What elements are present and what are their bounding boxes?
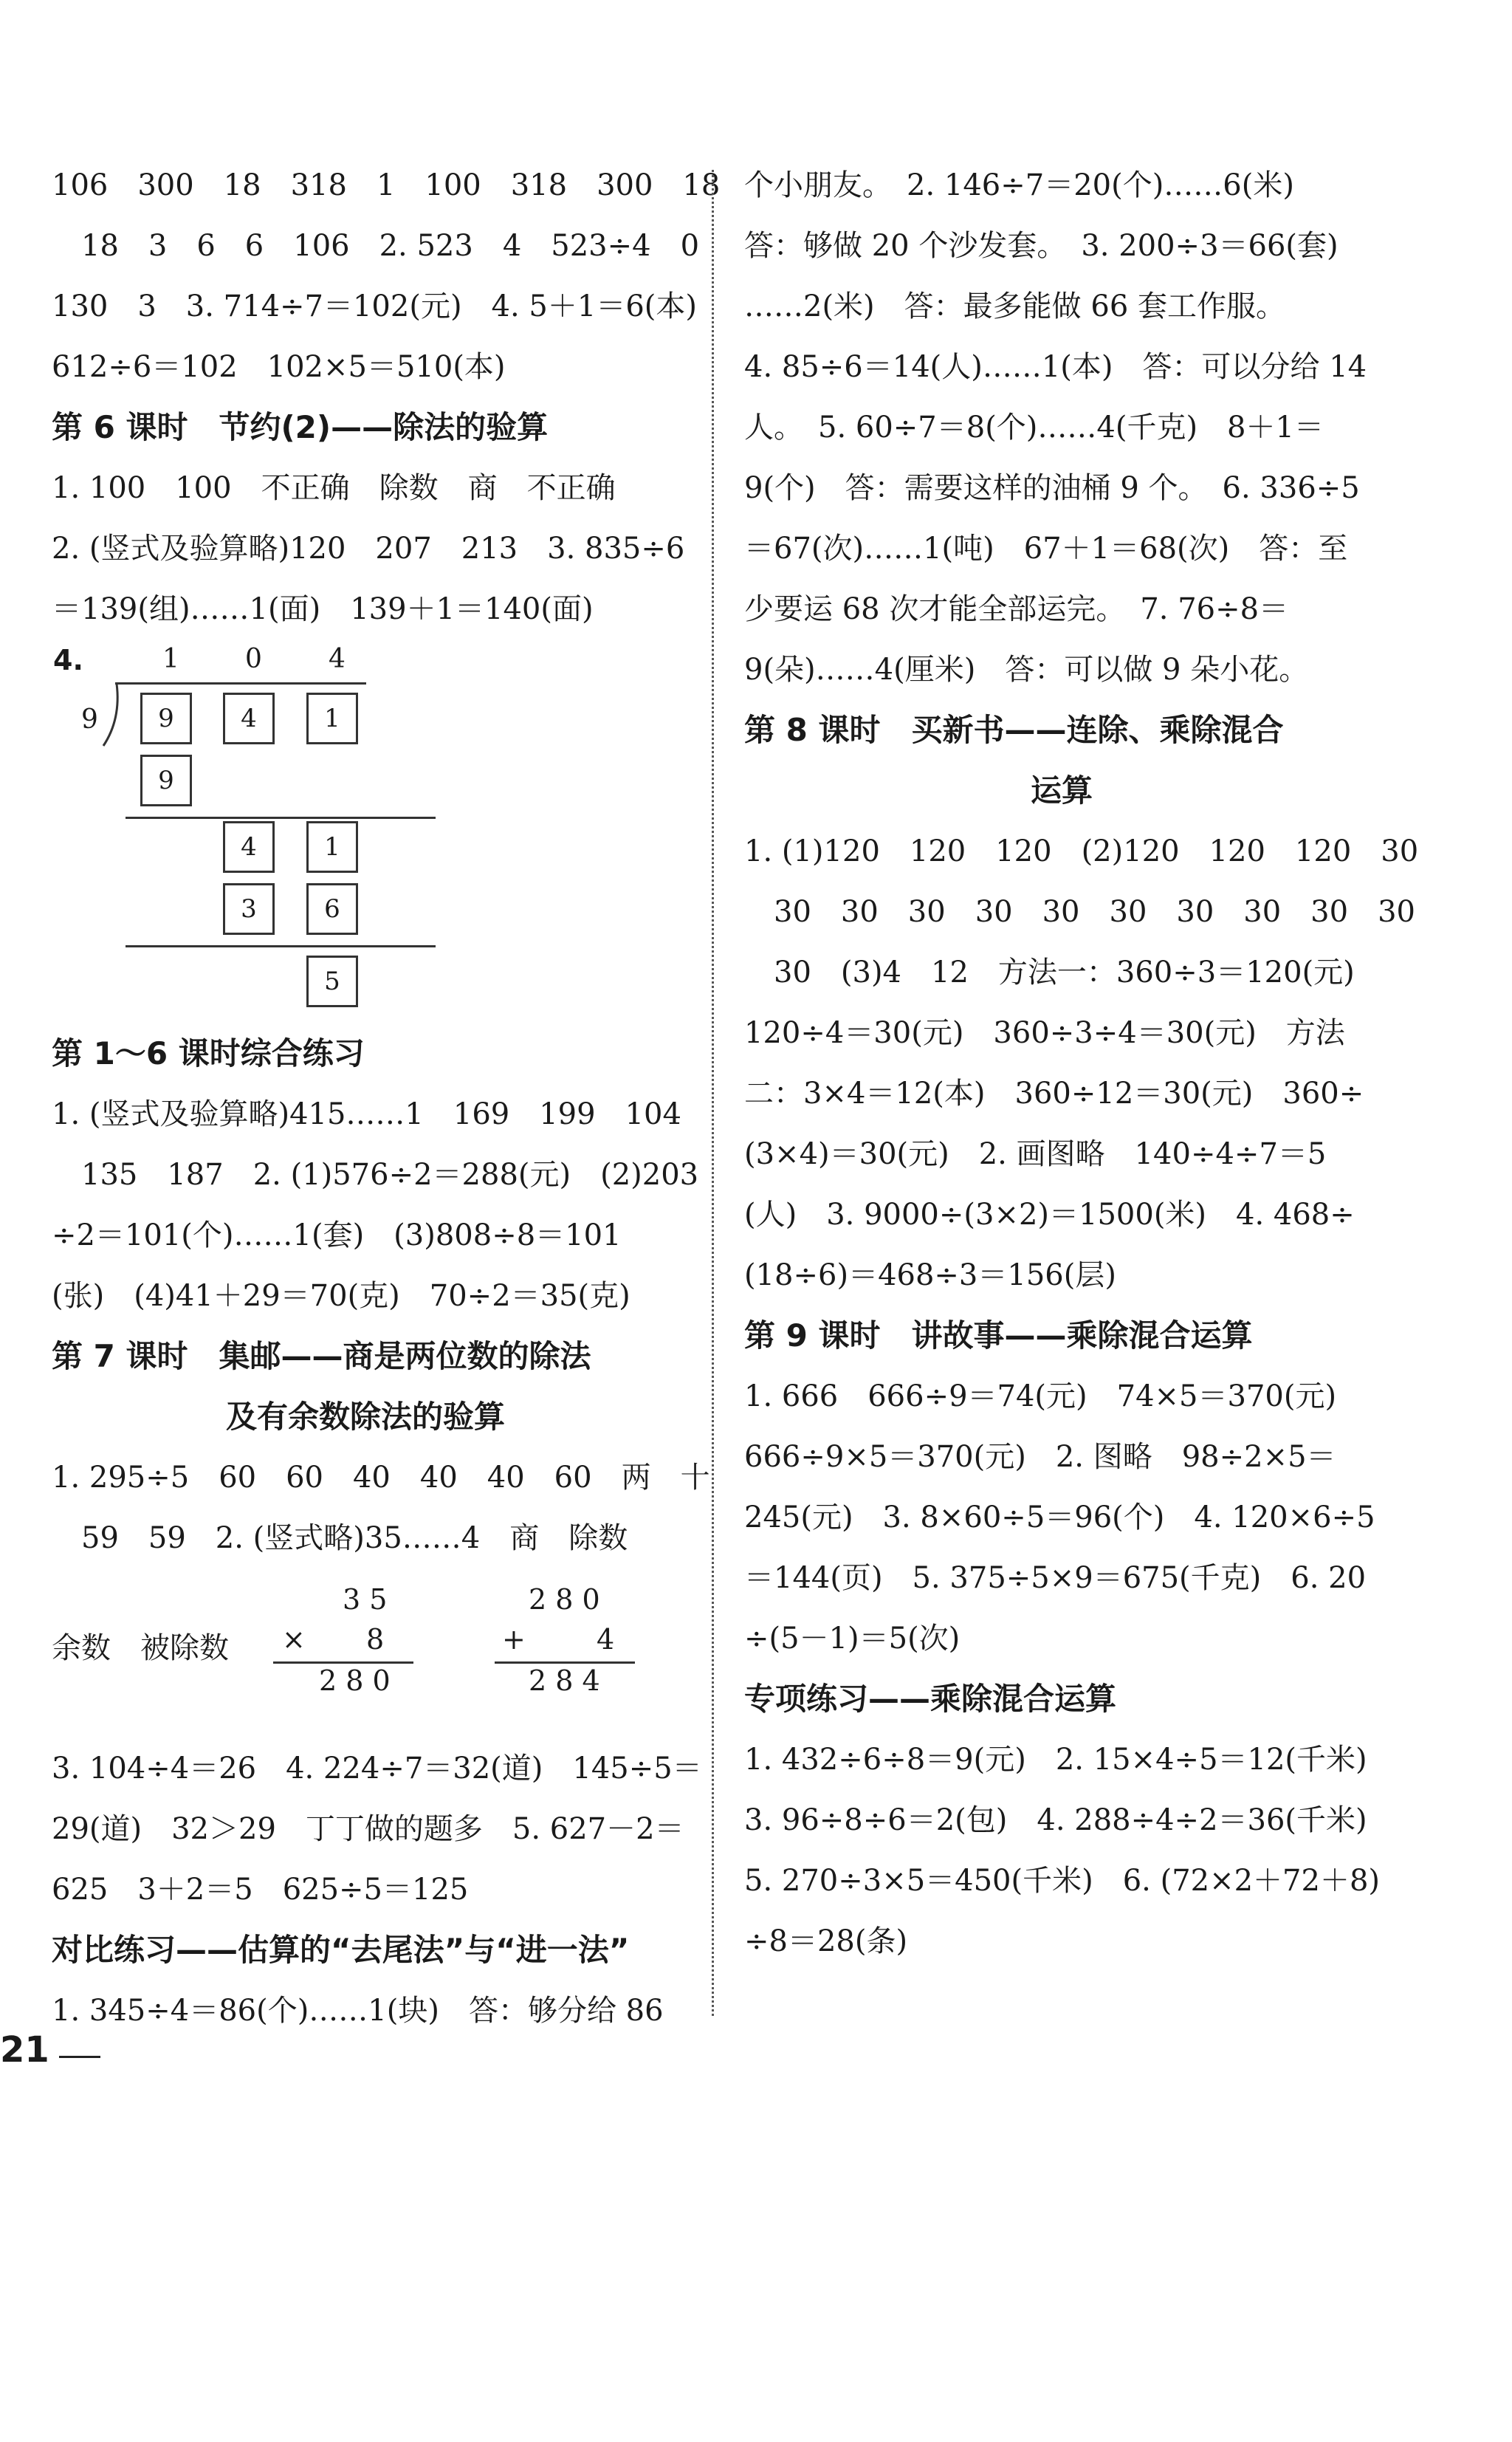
step-box: 6	[306, 883, 358, 935]
division-rule	[126, 945, 436, 947]
column-divider	[712, 170, 714, 2016]
answer-line: 245(元) 3. 8×60÷5＝96(个) 4. 120×6÷5	[744, 1500, 1375, 1534]
answer-line: 625 3＋2＝5 625÷5＝125	[52, 1873, 469, 1907]
answer-line: 答：够做 20 个沙发套。 3. 200÷3＝66(套)	[744, 229, 1339, 263]
page-number-dash	[59, 2056, 100, 2058]
answer-line: 2. (竖式及验算略)120 207 213 3. 835÷6	[52, 532, 685, 566]
answer-line: ……2(米) 答：最多能做 66 套工作服。	[744, 289, 1285, 323]
calc-operator: ×	[282, 1623, 306, 1656]
quotient-digit: 1	[162, 644, 179, 674]
division-rule	[126, 817, 436, 819]
answer-line: 个小朋友。 2. 146÷7＝20(个)……6(米)	[744, 168, 1294, 202]
answer-line: 29(道) 32＞29 丁丁做的题多 5. 627－2＝	[52, 1812, 684, 1846]
dividend-box: 9	[140, 693, 192, 744]
answer-line: ＝144(页) 5. 375÷5×9＝675(千克) 6. 20	[744, 1561, 1367, 1595]
answer-line: 1. 295÷5 60 60 40 40 40 60 两 十	[52, 1461, 710, 1495]
section-heading-lesson7-cont: 及有余数除法的验算	[225, 1399, 505, 1435]
answer-line: 1. 345÷4＝86(个)……1(块) 答：够分给 86	[52, 1994, 664, 2028]
long-division-diagram	[52, 639, 679, 1023]
answer-line: 666÷9×5＝370(元) 2. 图略 98÷2×5＝	[744, 1440, 1336, 1474]
section-heading-lesson6: 第 6 课时 节约(2)——除法的验算	[52, 409, 549, 445]
answer-line: 3. 96÷8÷6＝2(包) 4. 288÷4÷2＝36(千米)	[744, 1803, 1367, 1837]
answer-line: 612÷6＝102 102×5＝510(本)	[52, 350, 506, 384]
answer-line: 135 187 2. (1)576÷2＝288(元) (2)203	[81, 1158, 699, 1192]
calc-rule	[495, 1661, 635, 1664]
right-column	[744, 155, 1419, 1972]
answer-line: 4. 85÷6＝14(人)……1(本) 答：可以分给 14	[744, 350, 1367, 384]
answer-line: ÷(5－1)＝5(次)	[744, 1622, 961, 1656]
answer-line: 少要运 68 次才能全部运完。 7. 76÷8＝	[744, 592, 1289, 626]
answer-line: 9(朵)……4(厘米) 答：可以做 9 朵小花。	[744, 653, 1309, 687]
answer-line: (3×4)＝30(元) 2. 画图略 140÷4÷7＝5	[744, 1137, 1327, 1171]
step-box: 9	[140, 755, 192, 806]
step-box: 1	[306, 821, 358, 873]
answer-line: ＝139(组)……1(面) 139＋1＝140(面)	[52, 592, 594, 626]
calc-operand: 4	[597, 1623, 615, 1656]
answer-line: 130 3 3. 714÷7＝102(元) 4. 5＋1＝6(本)	[52, 289, 697, 323]
answer-line: (18÷6)＝468÷3＝156(层)	[744, 1258, 1116, 1292]
division-bracket	[99, 682, 128, 749]
answer-line: 1. 432÷6÷8＝9(元) 2. 15×4÷5＝12(千米)	[744, 1743, 1367, 1777]
answer-line: (张) (4)41＋29＝70(克) 70÷2＝35(克)	[52, 1279, 630, 1313]
dividend-box: 4	[223, 693, 275, 744]
question-4-label: 4.	[53, 644, 83, 676]
calc-operator: +	[502, 1623, 526, 1656]
calc-result: 2 8 0	[319, 1664, 391, 1697]
section-heading-lesson8: 第 8 课时 买新书——连除、乘除混合	[744, 712, 1284, 748]
calc-operand: 8	[366, 1623, 385, 1656]
answer-line: 3. 104÷4＝26 4. 224÷7＝32(道) 145÷5＝	[52, 1752, 702, 1786]
answer-line: 1. 100 100 不正确 除数 商 不正确	[52, 471, 616, 505]
page-number: 21	[0, 2029, 49, 2071]
answer-line: ＝67(次)……1(吨) 67＋1＝68(次) 答：至	[744, 532, 1348, 566]
section-heading-special: 专项练习——乘除混合运算	[744, 1681, 1117, 1717]
division-bar	[115, 682, 366, 685]
vertical-check-calcs	[52, 1568, 679, 1738]
section-heading-contrast: 对比练习——估算的“去尾法”与“进一法”	[52, 1932, 630, 1968]
divisor: 9	[81, 704, 98, 735]
step-box: 4	[223, 821, 275, 873]
answer-line: 5. 270÷3×5＝450(千米) 6. (72×2＋72＋8)	[744, 1864, 1381, 1898]
answer-line: 1. 666 666÷9＝74(元) 74×5＝370(元)	[744, 1379, 1337, 1413]
answer-line: 30 30 30 30 30 30 30 30 30 30	[774, 895, 1415, 929]
section-heading-review: 第 1～6 课时综合练习	[52, 1035, 365, 1071]
section-heading-lesson7: 第 7 课时 集邮——商是两位数的除法	[52, 1338, 591, 1374]
answer-line: 30 (3)4 12 方法一：360÷3＝120(元)	[774, 956, 1355, 990]
section-heading-lesson9: 第 9 课时 讲故事——乘除混合运算	[744, 1317, 1253, 1354]
answer-text: 余数 被除数	[52, 1631, 229, 1665]
section-heading-lesson8-cont: 运算	[1030, 772, 1093, 809]
answer-line: 二：3×4＝12(本) 360÷12＝30(元) 360÷	[744, 1077, 1364, 1111]
answer-line: 106 300 18 318 1 100 318 300 18	[52, 168, 721, 202]
calc-operand: 2 8 0	[529, 1583, 600, 1616]
answer-line: ÷2＝101(个)……1(套) (3)808÷8＝101	[52, 1218, 622, 1252]
step-box: 3	[223, 883, 275, 935]
calc-result: 2 8 4	[529, 1664, 600, 1697]
answer-line: 9(个) 答：需要这样的油桶 9 个。 6. 336÷5	[744, 471, 1360, 505]
answer-line: 人。 5. 60÷7＝8(个)……4(千克) 8＋1＝	[744, 411, 1324, 445]
answer-line: 59 59 2. (竖式略)35……4 商 除数	[81, 1521, 628, 1555]
dividend-box: 1	[306, 693, 358, 744]
quotient-digit: 0	[245, 644, 262, 674]
calc-rule	[273, 1661, 413, 1664]
answer-line: ÷8＝28(条)	[744, 1924, 908, 1958]
answer-line: (人) 3. 9000÷(3×2)＝1500(米) 4. 468÷	[744, 1198, 1355, 1232]
answer-line: 1. (竖式及验算略)415……1 169 199 104	[52, 1097, 681, 1131]
remainder-box: 5	[306, 956, 358, 1007]
left-column	[52, 155, 721, 2041]
answer-line: 120÷4＝30(元) 360÷3÷4＝30(元) 方法	[744, 1016, 1345, 1050]
calc-operand: 3 5	[343, 1583, 388, 1616]
answer-line: 18 3 6 6 106 2. 523 4 523÷4 0	[81, 229, 700, 263]
answer-line: 1. (1)120 120 120 (2)120 120 120 30	[744, 834, 1419, 868]
quotient-digit: 4	[329, 644, 346, 674]
